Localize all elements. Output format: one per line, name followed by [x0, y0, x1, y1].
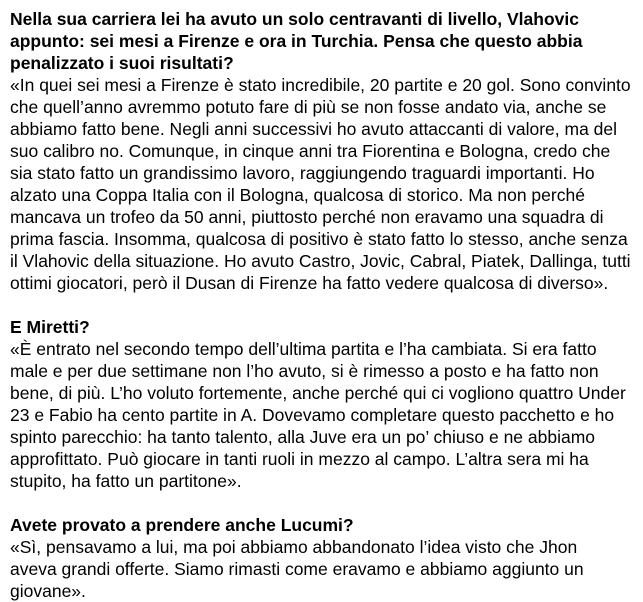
paragraph-spacer — [10, 294, 633, 316]
answer-paragraph: «Sì, pensavamo a lui, ma poi abbiamo abbandonato l’idea visto che Jhon aveva grandi offerte. Siamo rimasti come eravamo e abbiamo aggiunto un giovane». — [10, 537, 584, 601]
answer-paragraph: «In quei sei mesi a Firenze è stato incredibile, 20 partite e 20 gol. Sono convinto che quell’anno avremmo potuto fare di più se non fosse andato via, anche se abbiamo fatto bene. Negli anni successivi ho avuto attaccanti di valore, ma del suo calibro no. Comunque, in cinque anni tra Fiorentina e Bologna, credo che sia stato fatto un grandissimo lavoro, raggiungendo traguardi importanti. Ho alzato una Coppa Italia con il Bologna, qualcosa di storico. Ma non perché mancava un trofeo da 50 anni, piuttosto perché non eravamo una squadra di prima fascia. Insomma, qualcosa di positivo è stato fatto lo stesso, anche senza il Vlahovic della situazione. Ho avuto Castro, Jovic, Cabral, Piatek, Dallinga, tutti ottimi giocatori, però il Dusan di Firenze ha fatto vedere qualcosa di diverso». — [10, 75, 631, 293]
qa-block-vlahovic — [10, 8, 633, 294]
question-heading: Nella sua carriera lei ha avuto un solo centravanti di livello, Vlahovic appunto: sei mesi a Firenze e ora in Turchia. Pensa che questo abbia penalizzato i suoi risultati? — [10, 9, 583, 73]
qa-block-miretti — [10, 316, 633, 492]
paragraph-spacer — [10, 492, 633, 514]
answer-paragraph: «È entrato nel secondo tempo dell’ultima partita e l’ha cambiata. Si era fatto male e per due settimane non l’ho avuto, si è rimesso a posto e ha fatto non bene, di più. L’ho voluto fortemente, anche perché qui ci vogliono quattro Under 23 e Fabio ha cento partite in A. Dovevamo completare questo pacchetto e ho spinto parecchio: ha tanto talento, alla Juve era un po’ chiuso e ne abbiamo approfittato. Può giocare in tanti ruoli in mezzo al campo. L’altra sera mi ha stupito, ha fatto un partitone». — [10, 339, 626, 491]
qa-block-lucumi — [10, 514, 633, 602]
question-heading: E Miretti? — [10, 317, 90, 337]
question-heading: Avete provato a prendere anche Lucumi? — [10, 515, 354, 535]
